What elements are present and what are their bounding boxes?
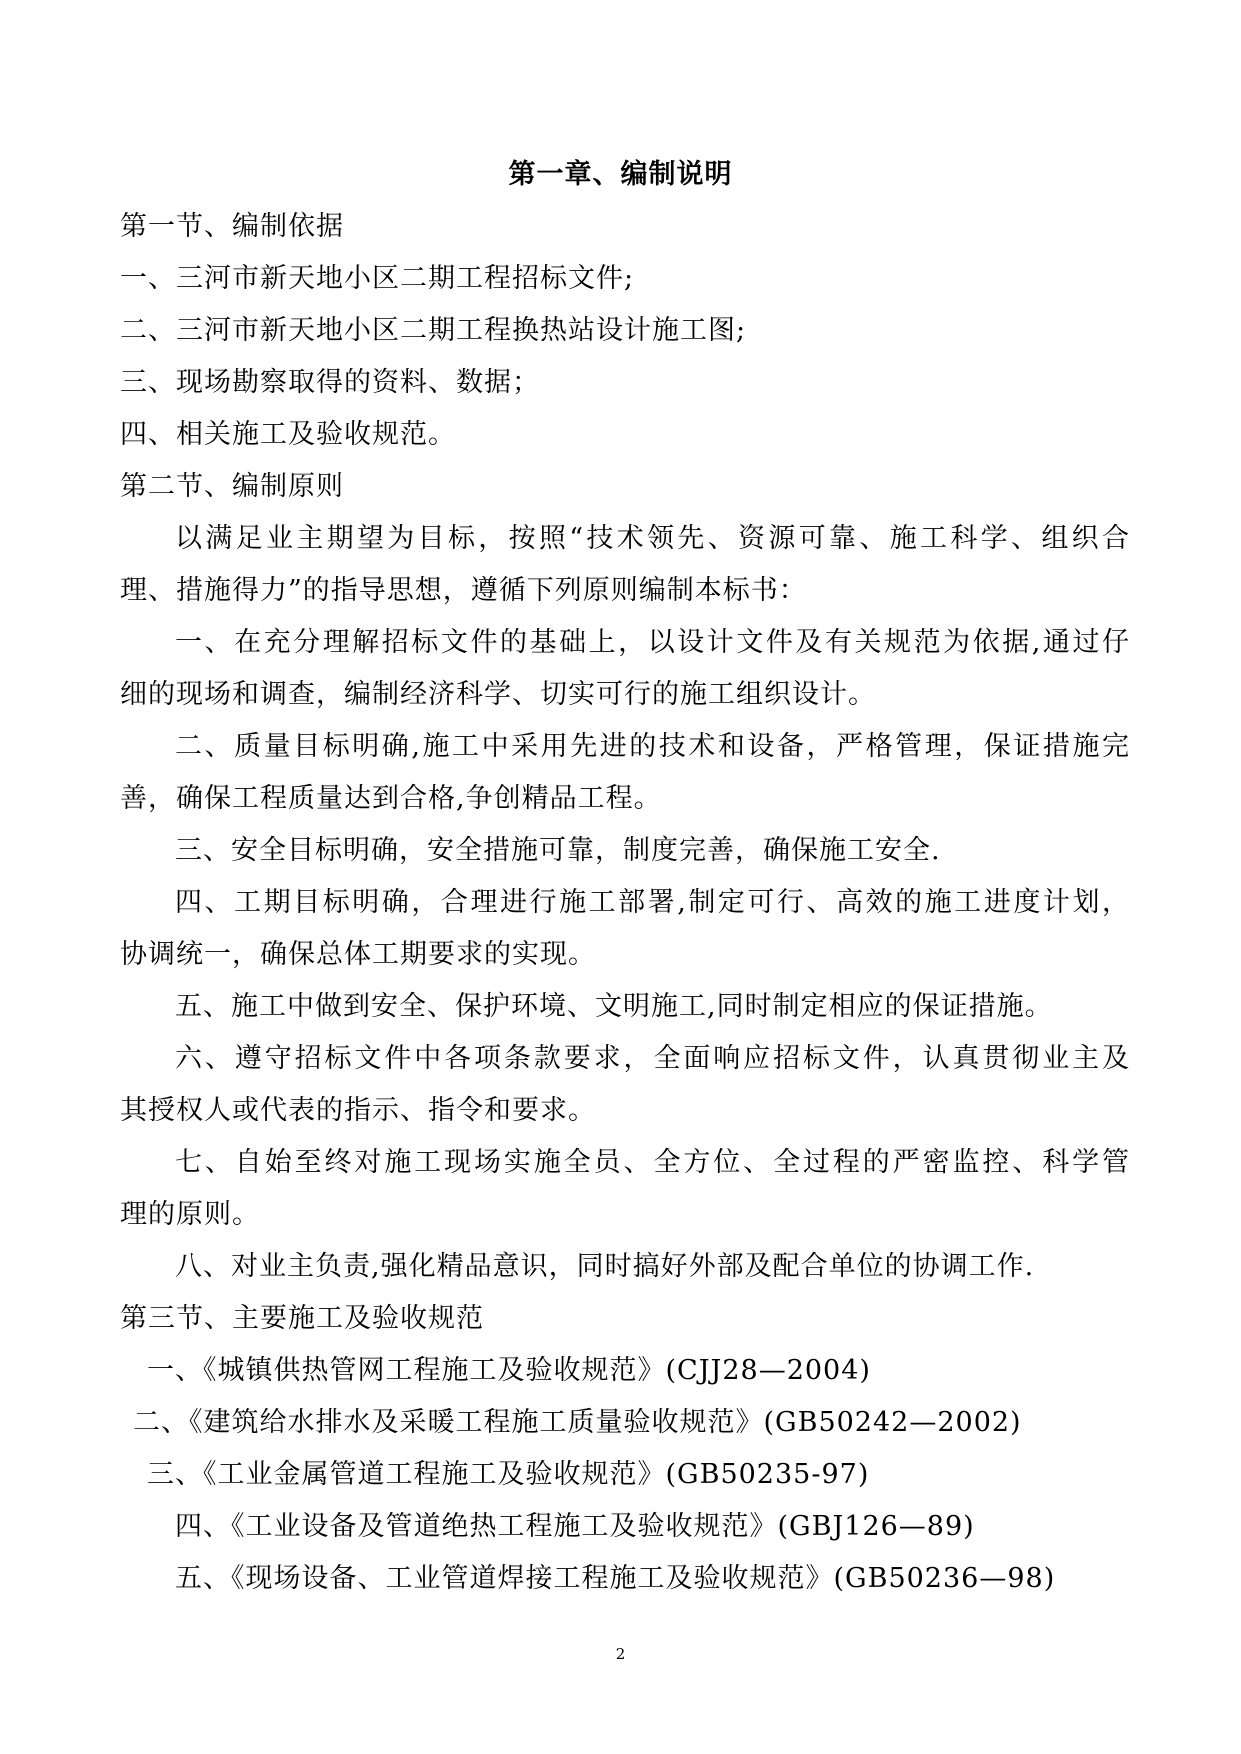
principle-4-line-1: 四、工期目标明确，合理进行施工部署,制定可行、高效的施工进度计划， (175, 887, 1130, 918)
principle-1-line-1: 一、在充分理解招标文件的基础上，以设计文件及有关规范为依据,通过仔 (175, 627, 1130, 658)
section-heading-specifications: 第三节、主要施工及验收规范 (120, 1303, 484, 1334)
basis-item-4: 四、相关施工及验收规范。 (120, 419, 456, 450)
spec-item-5: 五、《现场设备、工业管道焊接工程施工及验收规范》(GB50236—98) (175, 1563, 1056, 1594)
chapter-title: 第一章、编制说明 (508, 159, 733, 190)
principle-2-line-2: 善，确保工程质量达到合格,争创精品工程。 (120, 783, 662, 814)
basis-item-1: 一、三河市新天地小区二期工程招标文件; (120, 263, 635, 294)
principles-intro-line-2: 理、措施得力”的指导思想，遵循下列原则编制本标书： (120, 575, 807, 606)
principle-6-line-2: 其授权人或代表的指示、指令和要求。 (120, 1095, 596, 1126)
principle-3: 三、安全目标明确，安全措施可靠，制度完善，确保施工安全. (175, 835, 941, 866)
principle-2-line-1: 二、质量目标明确,施工中采用先进的技术和设备，严格管理，保证措施完 (175, 731, 1130, 762)
principle-1-line-2: 细的现场和调查，编制经济科学、切实可行的施工组织设计。 (120, 679, 876, 710)
principle-4-line-2: 协调统一，确保总体工期要求的实现。 (120, 939, 596, 970)
principle-6-line-1: 六、遵守招标文件中各项条款要求，全面响应招标文件，认真贯彻业主及 (175, 1043, 1130, 1074)
principle-7-line-1: 七、自始至终对施工现场实施全员、全方位、全过程的严密监控、科学管 (175, 1147, 1130, 1178)
spec-item-2: 二、《建筑给水排水及采暖工程施工质量验收规范》(GB50242—2002) (133, 1407, 1022, 1438)
section-heading-basis: 第一节、编制依据 (120, 211, 344, 242)
section-heading-principles: 第二节、编制原则 (120, 471, 344, 502)
spec-item-4: 四、《工业设备及管道绝热工程施工及验收规范》(GBJ126—89) (175, 1511, 975, 1542)
page-number: 2 (615, 1645, 626, 1663)
principle-7-line-2: 理的原则。 (120, 1199, 260, 1230)
principle-5: 五、施工中做到安全、保护环境、文明施工,同时制定相应的保证措施。 (175, 991, 1053, 1022)
basis-item-2: 二、三河市新天地小区二期工程换热站设计施工图; (120, 315, 747, 346)
principle-8: 八、对业主负责,强化精品意识，同时搞好外部及配合单位的协调工作. (175, 1251, 1035, 1282)
spec-item-1: 一、《城镇供热管网工程施工及验收规范》(CJJ28—2004) (147, 1355, 871, 1386)
principles-intro-line-1: 以满足业主期望为目标，按照“技术领先、资源可靠、施工科学、组织合 (175, 523, 1130, 554)
spec-item-3: 三、《工业金属管道工程施工及验收规范》(GB50235-97) (147, 1459, 870, 1490)
basis-item-3: 三、现场勘察取得的资料、数据； (120, 367, 540, 398)
